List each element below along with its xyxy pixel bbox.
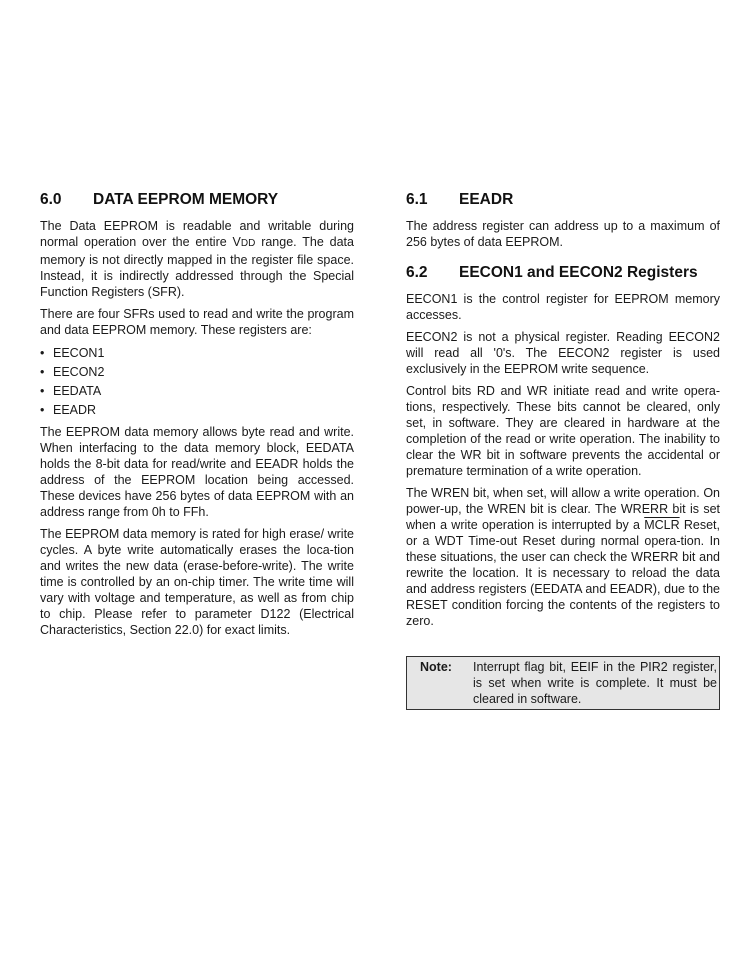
register-list bbox=[40, 344, 354, 420]
note-box bbox=[406, 656, 720, 710]
list-item: • EECON2 bbox=[40, 365, 105, 379]
control-bits-paragraph: Control bits RD and WR initiate read and write opera-tions, respectively. These bits cannot be cleared, only set, in software. They are cleared in hardware at the completion of the read or write operation. The inability to clear the WR bit in software prevents the accidental or premature termination of a write operation. bbox=[406, 384, 720, 478]
intro-text-b: range. The data memory is not directly mapped in the register file space. Instead, it is indirectly addressed through the Special Function Registers (SFR). bbox=[40, 235, 354, 299]
wren-text-a: The WREN bit, when set, will allow a write operation. On power-up, the WREN bit is clear. The WRERR bit is set when a write operation is interrupted by a bbox=[406, 486, 720, 532]
eecon2-paragraph: EECON2 is not a physical register. Reading EECON2 will read all '0's. The EECON2 register is used exclusively in the EEPROM write sequence. bbox=[406, 330, 720, 376]
section-number: 6.0 bbox=[40, 191, 62, 208]
erase-write-paragraph: The EEPROM data memory is rated for high erase/ write cycles. A byte write automatically erases the loca-tion and writes the new data (erase-before-write). The write time is controlled by an on-chip timer. The write time will vary with voltage and temperature, as well as from chip to chip. Please refer to parameter D122 (Electrical Characteristics, Section 22.0) for exact limits. bbox=[40, 527, 354, 637]
note-label: Note: bbox=[420, 660, 452, 674]
section-number: 6.1 bbox=[406, 191, 428, 208]
mclr-text: MCLR bbox=[644, 518, 680, 532]
section-title: DATA EEPROM MEMORY bbox=[93, 191, 279, 208]
intro-paragraph bbox=[40, 218, 354, 300]
section-heading-6-2 bbox=[406, 264, 720, 282]
note-text: Interrupt flag bit, EEIF in the PIR2 register, is set when write is complete. It must be cleared in software. bbox=[473, 660, 717, 706]
left-column bbox=[40, 191, 354, 644]
byte-read-write-paragraph: The EEPROM data memory allows byte read and write. When interfacing to the data memory block, EEDATA holds the 8-bit data for read/write and EEADR holds the address of the EEPROM location being accessed. These devices have 256 bytes of data EEPROM with an address range from 0h to FFh. bbox=[40, 425, 354, 519]
section-heading-6-1 bbox=[406, 191, 720, 209]
section-heading-6-0 bbox=[40, 191, 354, 209]
eeadr-paragraph: The address register can address up to a maximum of 256 bytes of data EEPROM. bbox=[406, 219, 720, 249]
section-title: EECON1 and EECON2 Registers bbox=[459, 264, 698, 281]
right-column bbox=[406, 191, 720, 710]
section-number: 6.2 bbox=[406, 264, 428, 281]
wren-text-b: Reset, or a WDT Time-out Reset during normal opera-tion. In these situations, the user can check the WRERR bit and rewrite the location. It is necessary to reload the data and address registers (EEDATA and EEADR), due to the RESET condition forcing the contents of the registers to zero. bbox=[406, 518, 720, 628]
wren-paragraph bbox=[406, 485, 720, 629]
eecon1-paragraph: EECON1 is the control register for EEPROM memory accesses. bbox=[406, 292, 720, 322]
section-title: EEADR bbox=[459, 191, 514, 208]
sfr-paragraph: There are four SFRs used to read and write the program and data EEPROM memory. These registers are: bbox=[40, 307, 354, 337]
vdd-subscript: DD bbox=[240, 238, 256, 249]
list-item: • EECON1 bbox=[40, 346, 105, 360]
intro-text-a: The Data EEPROM is readable and writable during normal operation over the entire V bbox=[40, 219, 354, 249]
list-item: • EEADR bbox=[40, 403, 97, 417]
list-item: • EEDATA bbox=[40, 384, 102, 398]
